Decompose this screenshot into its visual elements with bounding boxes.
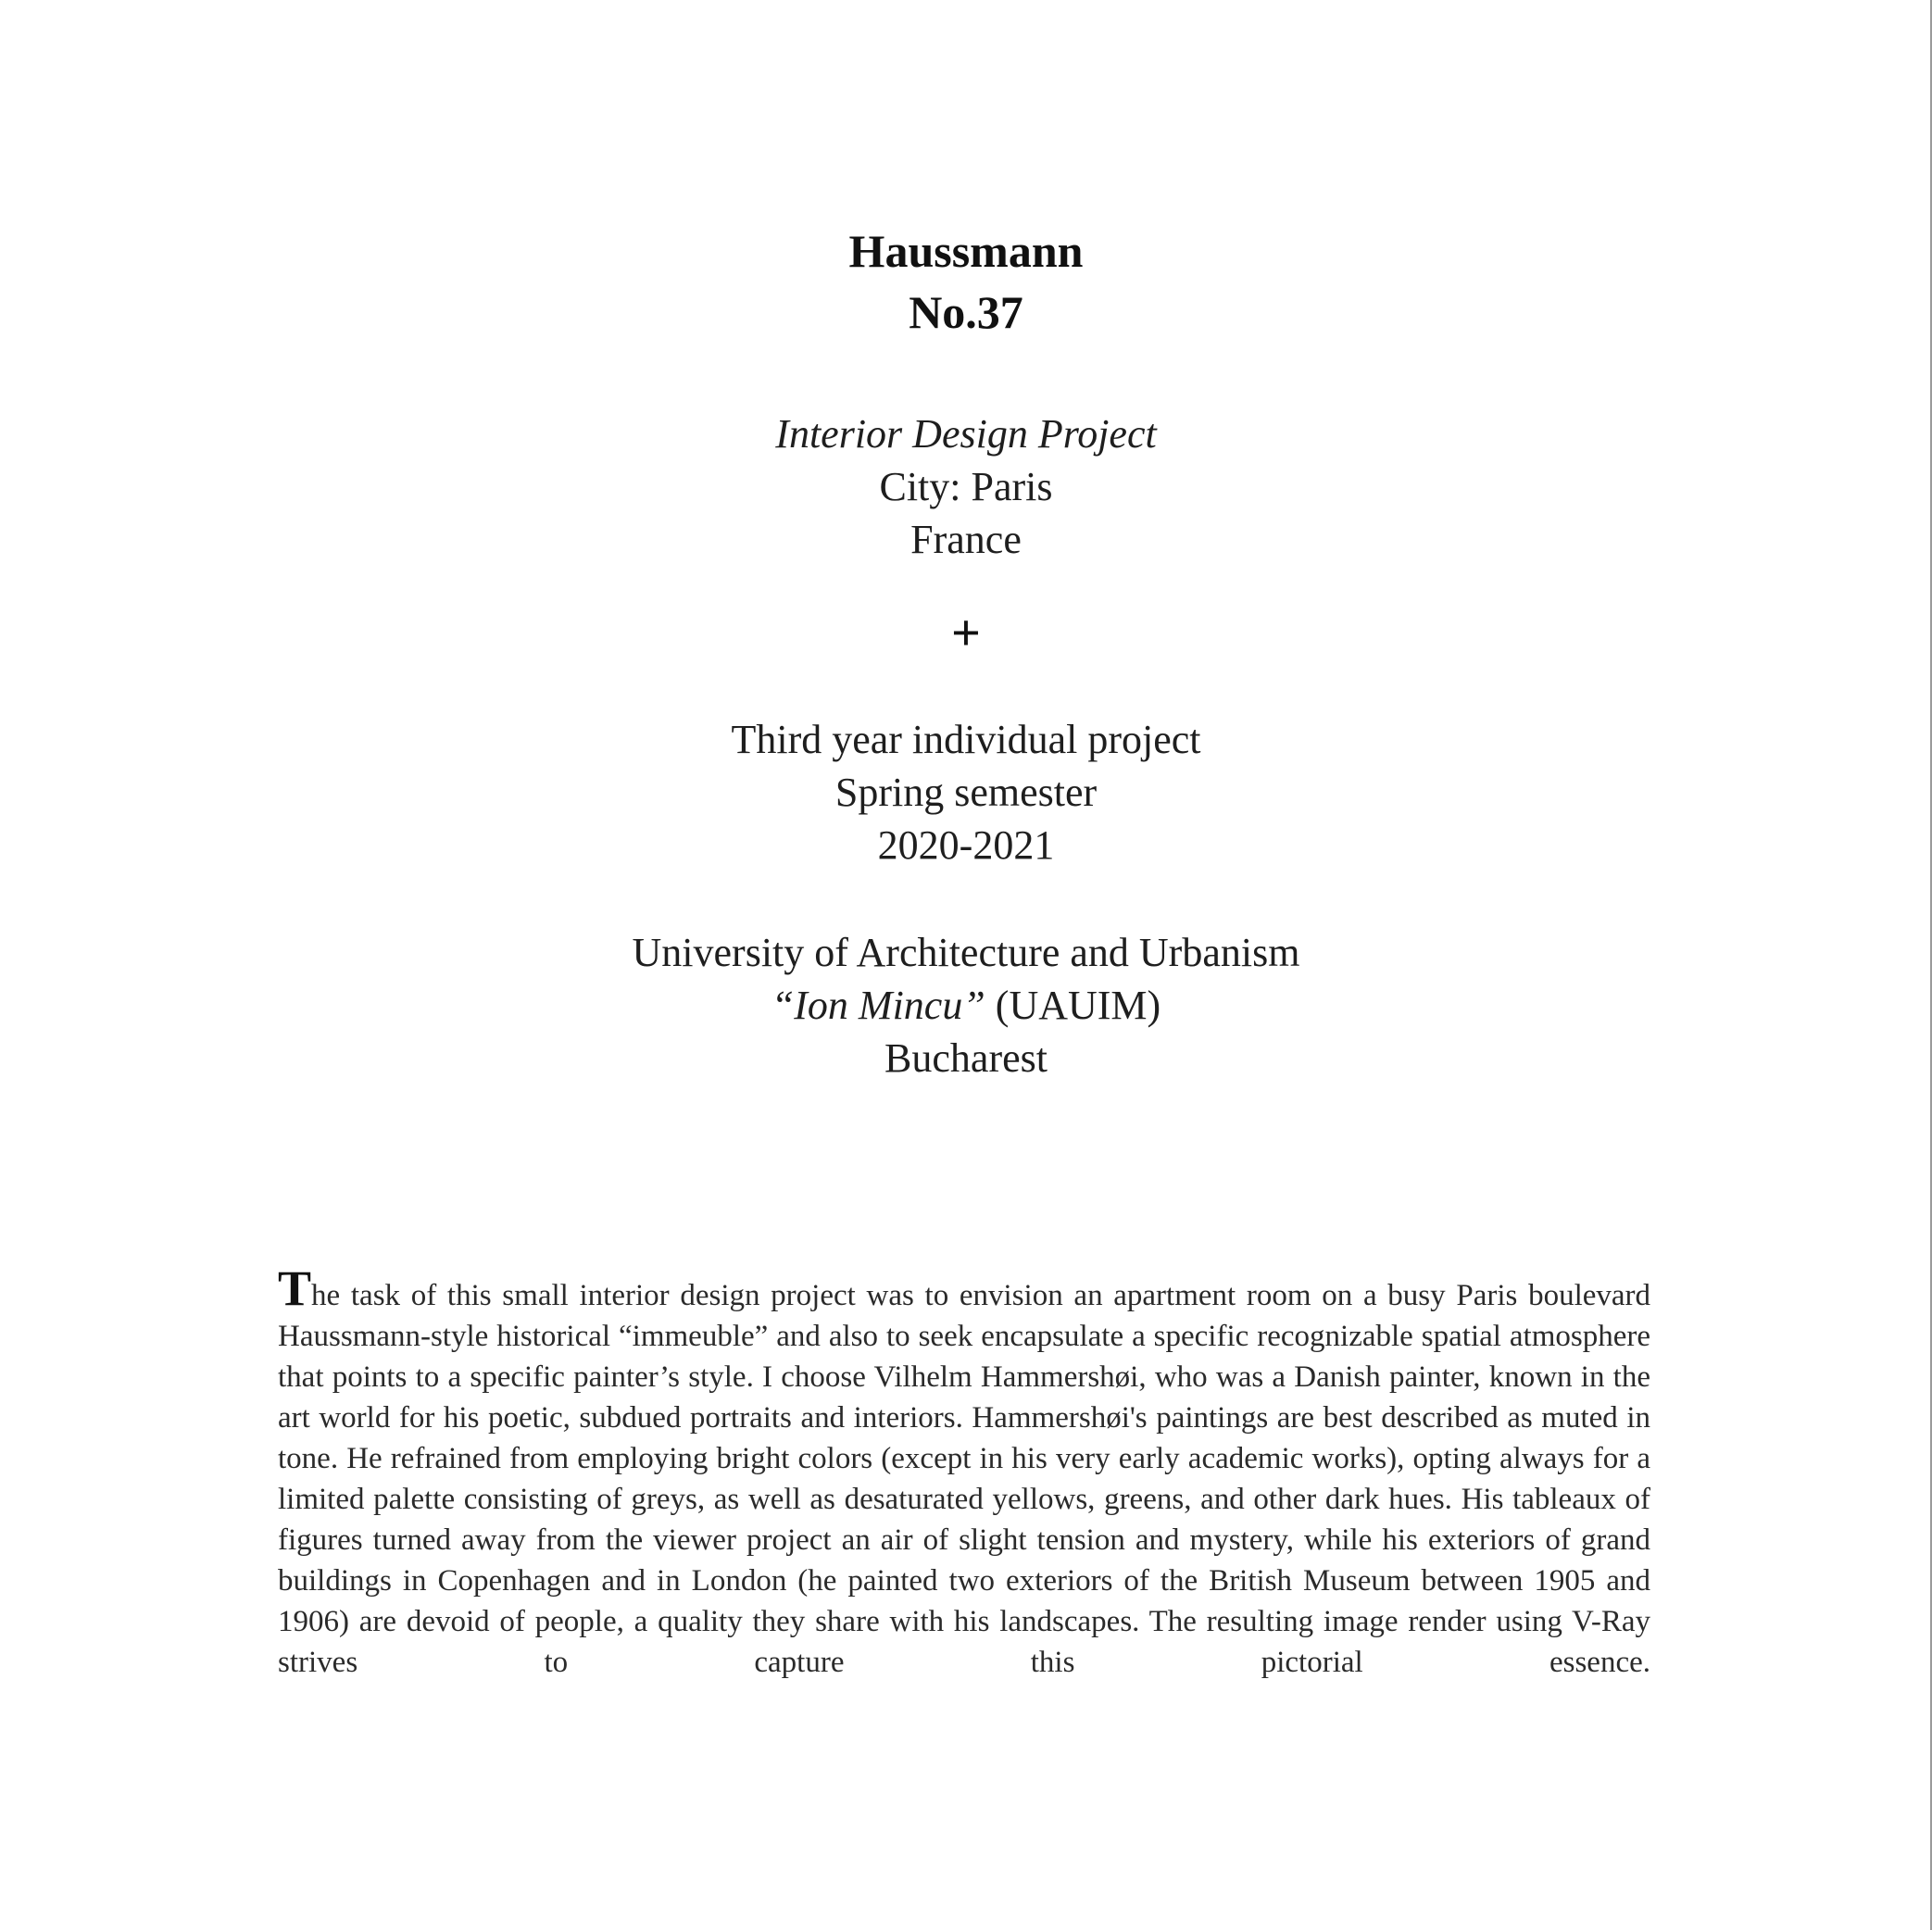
paragraph-line: share with his landscapes. The resulting image render using V-Ray strives to capture this pictorial essence.	[278, 1605, 1650, 1679]
paragraph-line: boulevard Haussmann-style historical “immeuble” and also to seek encapsulate a specific recognizable	[278, 1279, 1651, 1353]
university-city: Bucharest	[884, 1035, 1048, 1081]
plus-separator: +	[951, 605, 981, 662]
paragraph-line: yellows, greens, and other dark hues. His tableaux of figures turned away from the viewer project an air	[278, 1483, 1650, 1557]
project-info	[0, 407, 1932, 566]
paragraph-line: spatial atmosphere that points to a specific painter’s style. I choose Vilhelm Hammershøi, who was a	[278, 1320, 1650, 1394]
paragraph-line: paintings are best described as muted in tone. He refrained from employing bright colors (except in his	[278, 1401, 1650, 1475]
course-info	[0, 713, 1932, 871]
university-info	[0, 926, 1932, 1084]
course-year: Third year individual project	[731, 717, 1201, 762]
paragraph-line: he task of this small interior design project was to envision an apartment room on a busy Paris	[311, 1279, 1518, 1312]
paragraph-line: of slight tension and mystery, while his exteriors of grand buildings in Copenhagen and in London (he	[278, 1523, 1650, 1598]
paragraph-line: very early academic works), opting always for a limited palette consisting of greys, as well as desaturated	[278, 1442, 1651, 1516]
university-subtitle	[0, 979, 1932, 1032]
paragraph-line: Danish painter, known in the art world for his poetic, subdued portraits and interiors. Hammershøi's	[278, 1360, 1651, 1435]
course-semester: Spring semester	[834, 770, 1098, 815]
title-block	[0, 220, 1932, 343]
description-paragraph	[278, 1260, 1651, 1683]
project-country: France	[910, 517, 1022, 562]
course-academic-year: 2020-2021	[877, 822, 1055, 868]
title-main: Haussmann	[848, 225, 1084, 277]
dropcap-letter: T	[278, 1260, 312, 1316]
university-name-italic: “Ion Mincu”	[771, 983, 985, 1028]
paragraph-line: painted two exteriors of the British Museum between 1905 and 1906) are devoid of people, a quality they	[278, 1564, 1651, 1638]
project-city: City: Paris	[879, 464, 1053, 509]
university-name: University of Architecture and Urbanism	[632, 930, 1300, 975]
university-abbreviation: (UAUIM)	[985, 983, 1161, 1028]
project-type: Interior Design Project	[775, 411, 1157, 457]
title-number: No.37	[909, 286, 1023, 338]
